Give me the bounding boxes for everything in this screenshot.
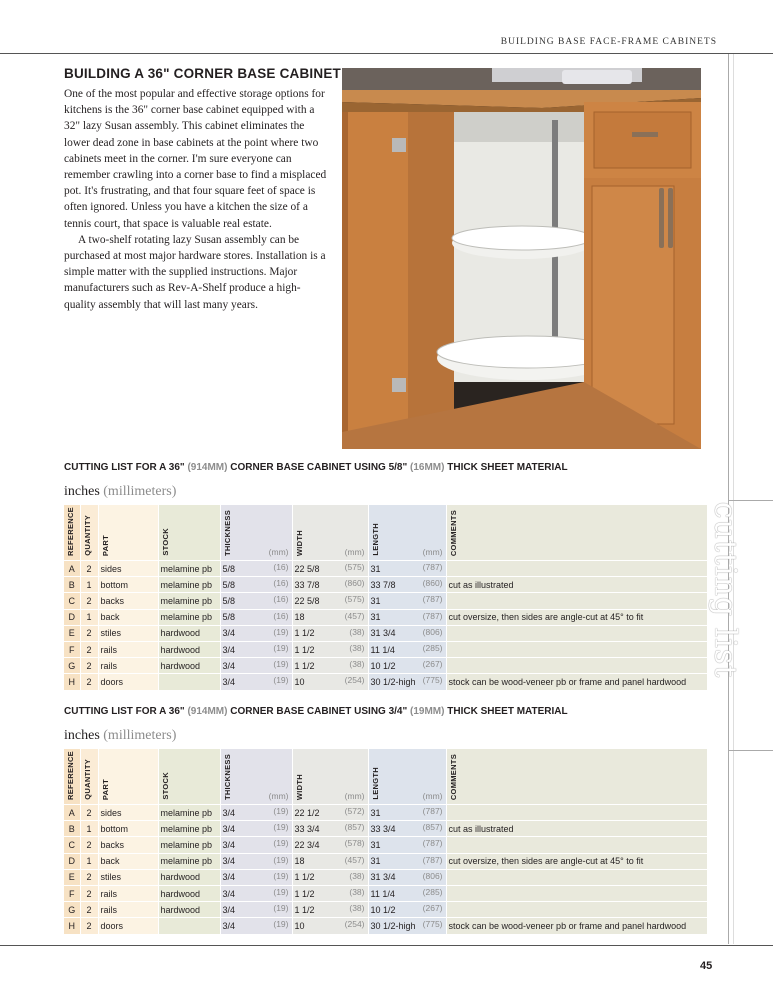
cell-width-mm: (457)	[344, 610, 365, 621]
cell-comments: stock can be wood-veneer pb or frame and panel hardwood	[446, 674, 707, 690]
cell-reference: D	[64, 853, 80, 869]
table-row	[64, 837, 707, 853]
cell-stock: hardwood	[158, 869, 220, 885]
table-row	[64, 658, 707, 674]
cell-reference: G	[64, 658, 80, 674]
cell-part: back	[98, 609, 158, 625]
cell-width-mm: (38)	[349, 659, 365, 670]
cell-quantity: 1	[80, 853, 98, 869]
table1-title-a: CUTTING LIST FOR A 36"	[64, 462, 188, 473]
cell-stock	[158, 674, 220, 690]
cell-thickness-mm: (19)	[273, 919, 289, 930]
cell-thickness: 3/4 (19)	[220, 869, 292, 885]
col-stock: STOCK	[158, 749, 220, 805]
cell-thickness-mm: (19)	[273, 854, 289, 865]
header-rule	[0, 53, 773, 54]
cell-thickness: 3/4 (19)	[220, 837, 292, 853]
table2-units-mm: (millimeters)	[103, 728, 177, 743]
cutting-list-table-2	[64, 749, 708, 934]
table-row	[64, 821, 707, 837]
cell-length: 33 7/8 (860)	[368, 577, 446, 593]
cell-thickness-mm: (19)	[273, 675, 289, 686]
cell-thickness: 5/8 (16)	[220, 561, 292, 577]
cutting-list-table-1	[64, 505, 708, 690]
cell-comments	[446, 869, 707, 885]
cell-width-mm: (254)	[344, 675, 365, 686]
cell-reference: B	[64, 821, 80, 837]
cell-width: 22 5/8 (575)	[292, 593, 368, 609]
cell-length-mm: (285)	[422, 886, 443, 897]
cell-thickness-mm: (16)	[273, 610, 289, 621]
cell-quantity: 2	[80, 885, 98, 901]
col-length: LENGTH (mm)	[368, 505, 446, 561]
table-row	[64, 609, 707, 625]
cell-width-mm: (38)	[349, 886, 365, 897]
col-part: PART	[98, 749, 158, 805]
cell-width: 18 (457)	[292, 853, 368, 869]
table2-units-inches: inches	[64, 728, 104, 743]
cabinet-photo	[342, 68, 701, 449]
cell-length-mm: (806)	[422, 626, 443, 637]
cell-thickness: 3/4 (19)	[220, 658, 292, 674]
col-stock: STOCK	[158, 505, 220, 561]
table1-title-frac: 5/8"	[388, 462, 408, 473]
cell-stock: hardwood	[158, 902, 220, 918]
cell-thickness-mm: (16)	[273, 578, 289, 589]
cell-thickness-mm: (19)	[273, 822, 289, 833]
cell-length-mm: (860)	[422, 578, 443, 589]
cell-width: 22 3/4 (578)	[292, 837, 368, 853]
cell-quantity: 2	[80, 658, 98, 674]
cell-part: stiles	[98, 625, 158, 641]
cell-thickness: 3/4 (19)	[220, 885, 292, 901]
table2-title-frac: 3/4"	[388, 706, 408, 717]
cell-stock: hardwood	[158, 658, 220, 674]
cell-thickness: 5/8 (16)	[220, 577, 292, 593]
cell-length-mm: (267)	[422, 659, 443, 670]
footer-rule	[0, 945, 773, 946]
col-quantity: QUANTITY	[80, 505, 98, 561]
cell-part: backs	[98, 837, 158, 853]
cell-length: 10 1/2 (267)	[368, 658, 446, 674]
table-row	[64, 902, 707, 918]
cell-length-mm: (787)	[422, 854, 443, 865]
cell-reference: D	[64, 609, 80, 625]
table-row	[64, 918, 707, 934]
cell-part: sides	[98, 805, 158, 821]
cell-length-mm: (775)	[422, 675, 443, 686]
cell-width-mm: (38)	[349, 642, 365, 653]
cell-quantity: 1	[80, 821, 98, 837]
col-part: PART	[98, 505, 158, 561]
cell-thickness: 5/8 (16)	[220, 609, 292, 625]
cell-width-mm: (578)	[344, 838, 365, 849]
cell-width: 10 (254)	[292, 918, 368, 934]
cell-length: 31 (787)	[368, 593, 446, 609]
cell-reference: B	[64, 577, 80, 593]
cell-quantity: 2	[80, 837, 98, 853]
cell-thickness: 5/8 (16)	[220, 593, 292, 609]
table1-title-d: (16MM)	[407, 462, 445, 473]
col-reference: REFERENCE	[64, 749, 80, 805]
cell-width-mm: (857)	[344, 822, 365, 833]
cell-length: 30 1/2-high (775)	[368, 918, 446, 934]
cell-thickness-mm: (19)	[273, 886, 289, 897]
side-tick-bottom	[728, 750, 773, 751]
page-number: 45	[700, 960, 713, 972]
cell-quantity: 2	[80, 805, 98, 821]
cell-length-mm: (806)	[422, 870, 443, 881]
cell-thickness: 3/4 (19)	[220, 821, 292, 837]
cell-thickness-mm: (19)	[273, 806, 289, 816]
table-row	[64, 885, 707, 901]
cell-length: 31 (787)	[368, 609, 446, 625]
cell-thickness-mm: (19)	[273, 870, 289, 881]
cell-width: 1 1/2 (38)	[292, 641, 368, 657]
table1-title-c: CORNER BASE CABINET USING	[227, 462, 389, 473]
cell-length-mm: (787)	[422, 806, 443, 816]
cell-reference: H	[64, 674, 80, 690]
table1-body	[64, 561, 707, 690]
cell-reference: A	[64, 805, 80, 821]
table2-body	[64, 805, 707, 934]
cell-reference: A	[64, 561, 80, 577]
cell-comments	[446, 805, 707, 821]
cell-stock: melamine pb	[158, 609, 220, 625]
cell-width-mm: (860)	[344, 578, 365, 589]
cell-quantity: 1	[80, 609, 98, 625]
cell-quantity: 2	[80, 641, 98, 657]
cell-comments	[446, 625, 707, 641]
cell-quantity: 2	[80, 902, 98, 918]
cell-thickness-mm: (19)	[273, 659, 289, 670]
cell-length: 31 (787)	[368, 805, 446, 821]
cell-quantity: 2	[80, 918, 98, 934]
cell-part: rails	[98, 658, 158, 674]
cell-stock: hardwood	[158, 885, 220, 901]
cell-stock: hardwood	[158, 641, 220, 657]
cell-comments	[446, 837, 707, 853]
cell-part: doors	[98, 674, 158, 690]
cell-length: 33 3/4 (857)	[368, 821, 446, 837]
cell-length-mm: (285)	[422, 642, 443, 653]
cell-width: 18 (457)	[292, 609, 368, 625]
cell-thickness-mm: (19)	[273, 838, 289, 849]
table1-units	[64, 484, 176, 500]
cell-part: sides	[98, 561, 158, 577]
table1-title-e: THICK SHEET MATERIAL	[444, 462, 568, 473]
cell-thickness-mm: (19)	[273, 642, 289, 653]
cell-stock	[158, 918, 220, 934]
cell-comments: cut oversize, then sides are angle-cut at 45° to fit	[446, 853, 707, 869]
cell-length: 31 (787)	[368, 561, 446, 577]
cell-thickness: 3/4 (19)	[220, 674, 292, 690]
cell-length: 11 1/4 (285)	[368, 641, 446, 657]
cell-length-mm: (267)	[422, 903, 443, 914]
cell-quantity: 2	[80, 561, 98, 577]
table1-units-mm: (millimeters)	[103, 484, 177, 499]
cell-reference: F	[64, 885, 80, 901]
paragraph-1: One of the most popular and effective storage options for kitchens is the 36" corner base cabinet equipped with a 32" lazy Susan assembly. This cabinet eliminates the lower dead zone in base cabinets at the point where two cabinets meet in the corner. I'm sure everyone can remember crawling into a corner base to find a misplaced pot. It's frustrating, and that four square feet of space is often ignored. Unless you have a kitchen the size of a tennis court, that space is valuable real estate.	[64, 88, 327, 230]
table-row	[64, 561, 707, 577]
cell-part: back	[98, 853, 158, 869]
cell-reference: H	[64, 918, 80, 934]
cell-part: stiles	[98, 869, 158, 885]
cell-quantity: 2	[80, 625, 98, 641]
table2-title-a: CUTTING LIST FOR A 36"	[64, 706, 188, 717]
cell-comments	[446, 658, 707, 674]
cell-quantity: 2	[80, 674, 98, 690]
cell-width: 1 1/2 (38)	[292, 869, 368, 885]
cell-length-mm: (787)	[422, 610, 443, 621]
cell-width: 1 1/2 (38)	[292, 885, 368, 901]
cell-length: 31 3/4 (806)	[368, 869, 446, 885]
cell-length: 31 3/4 (806)	[368, 625, 446, 641]
cell-width: 22 5/8 (575)	[292, 561, 368, 577]
cell-thickness: 3/4 (19)	[220, 625, 292, 641]
cell-thickness: 3/4 (19)	[220, 641, 292, 657]
cell-reference: E	[64, 625, 80, 641]
table-row	[64, 805, 707, 821]
cell-stock: melamine pb	[158, 577, 220, 593]
cell-thickness-mm: (16)	[273, 594, 289, 605]
side-tab-label: cutting list	[707, 501, 743, 679]
cell-comments	[446, 593, 707, 609]
col-width: WIDTH (mm)	[292, 749, 368, 805]
table-row	[64, 577, 707, 593]
cell-reference: E	[64, 869, 80, 885]
cell-width-mm: (38)	[349, 903, 365, 914]
table2-title-b: (914MM)	[187, 706, 228, 717]
cell-length: 10 1/2 (267)	[368, 902, 446, 918]
side-tab	[705, 501, 745, 679]
cell-stock: melamine pb	[158, 593, 220, 609]
cell-reference: C	[64, 837, 80, 853]
col-comments: COMMENTS	[446, 505, 707, 561]
col-thickness: THICKNESS (mm)	[220, 505, 292, 561]
cell-length-mm: (775)	[422, 919, 443, 930]
table2-title-d: (19MM)	[407, 706, 445, 717]
cell-width: 33 3/4 (857)	[292, 821, 368, 837]
cell-length: 30 1/2-high (775)	[368, 674, 446, 690]
cell-comments: stock can be wood-veneer pb or frame and panel hardwood	[446, 918, 707, 934]
cell-quantity: 2	[80, 593, 98, 609]
table-row	[64, 625, 707, 641]
table1-title	[64, 462, 568, 473]
cell-width-mm: (38)	[349, 870, 365, 881]
cell-part: rails	[98, 885, 158, 901]
cell-stock: melamine pb	[158, 805, 220, 821]
table2-title	[64, 706, 568, 717]
table-row	[64, 674, 707, 690]
cell-stock: hardwood	[158, 625, 220, 641]
table2-title-c: CORNER BASE CABINET USING	[227, 706, 389, 717]
cell-length: 11 1/4 (285)	[368, 885, 446, 901]
cell-reference: G	[64, 902, 80, 918]
cell-comments: cut as illustrated	[446, 821, 707, 837]
cell-stock: melamine pb	[158, 821, 220, 837]
cell-width: 10 (254)	[292, 674, 368, 690]
cell-length-mm: (787)	[422, 562, 443, 572]
col-comments: COMMENTS	[446, 749, 707, 805]
table-row	[64, 869, 707, 885]
cell-stock: melamine pb	[158, 837, 220, 853]
col-length: LENGTH (mm)	[368, 749, 446, 805]
cell-width-mm: (457)	[344, 854, 365, 865]
col-thickness: THICKNESS (mm)	[220, 749, 292, 805]
table-row	[64, 641, 707, 657]
cell-width: 1 1/2 (38)	[292, 658, 368, 674]
cell-length-mm: (787)	[422, 594, 443, 605]
col-reference: REFERENCE	[64, 505, 80, 561]
cell-thickness: 3/4 (19)	[220, 853, 292, 869]
paragraph-2: A two-shelf rotating lazy Susan assembly can be purchased at most major hardware stores. Installation is a simple matter with the supplied instructions. Major manufacturers such as Rev-A-Shelf produce a high-quality assembly that will last many years.	[64, 233, 326, 311]
cell-thickness: 3/4 (19)	[220, 902, 292, 918]
table2-units	[64, 728, 176, 744]
cell-width: 22 1/2 (572)	[292, 805, 368, 821]
cell-thickness-mm: (16)	[273, 562, 289, 572]
cell-part: bottom	[98, 821, 158, 837]
cell-comments: cut oversize, then sides are angle-cut at 45° to fit	[446, 609, 707, 625]
cell-comments: cut as illustrated	[446, 577, 707, 593]
cell-width-mm: (572)	[344, 806, 365, 816]
cell-length: 31 (787)	[368, 853, 446, 869]
side-rule-inner	[733, 54, 734, 944]
cell-width: 33 7/8 (860)	[292, 577, 368, 593]
cell-comments	[446, 885, 707, 901]
cell-thickness-mm: (19)	[273, 626, 289, 637]
col-width: WIDTH (mm)	[292, 505, 368, 561]
cell-part: doors	[98, 918, 158, 934]
cell-length-mm: (857)	[422, 822, 443, 833]
table1-units-inches: inches	[64, 484, 104, 499]
cell-thickness: 3/4 (19)	[220, 918, 292, 934]
col-quantity: QUANTITY	[80, 749, 98, 805]
cell-stock: melamine pb	[158, 561, 220, 577]
cell-stock: melamine pb	[158, 853, 220, 869]
cell-part: backs	[98, 593, 158, 609]
cell-length-mm: (787)	[422, 838, 443, 849]
cell-part: bottom	[98, 577, 158, 593]
cell-width-mm: (254)	[344, 919, 365, 930]
table1-title-b: (914MM)	[187, 462, 228, 473]
cell-width-mm: (575)	[344, 594, 365, 605]
cell-comments	[446, 641, 707, 657]
cell-thickness-mm: (19)	[273, 903, 289, 914]
cell-reference: C	[64, 593, 80, 609]
cell-width-mm: (38)	[349, 626, 365, 637]
cell-comments	[446, 902, 707, 918]
cell-thickness: 3/4 (19)	[220, 805, 292, 821]
table-row	[64, 593, 707, 609]
article-body	[64, 86, 328, 313]
table-row	[64, 853, 707, 869]
cell-quantity: 2	[80, 869, 98, 885]
cell-length: 31 (787)	[368, 837, 446, 853]
cell-width-mm: (575)	[344, 562, 365, 572]
cell-part: rails	[98, 902, 158, 918]
running-head: BUILDING BASE FACE-FRAME CABINETS	[500, 37, 717, 47]
cell-quantity: 1	[80, 577, 98, 593]
cell-width: 1 1/2 (38)	[292, 902, 368, 918]
cell-part: rails	[98, 641, 158, 657]
cell-width: 1 1/2 (38)	[292, 625, 368, 641]
side-rule	[728, 54, 729, 944]
cell-reference: F	[64, 641, 80, 657]
article-title: BUILDING A 36" CORNER BASE CABINET	[64, 66, 341, 81]
table2-title-e: THICK SHEET MATERIAL	[444, 706, 568, 717]
cell-comments	[446, 561, 707, 577]
